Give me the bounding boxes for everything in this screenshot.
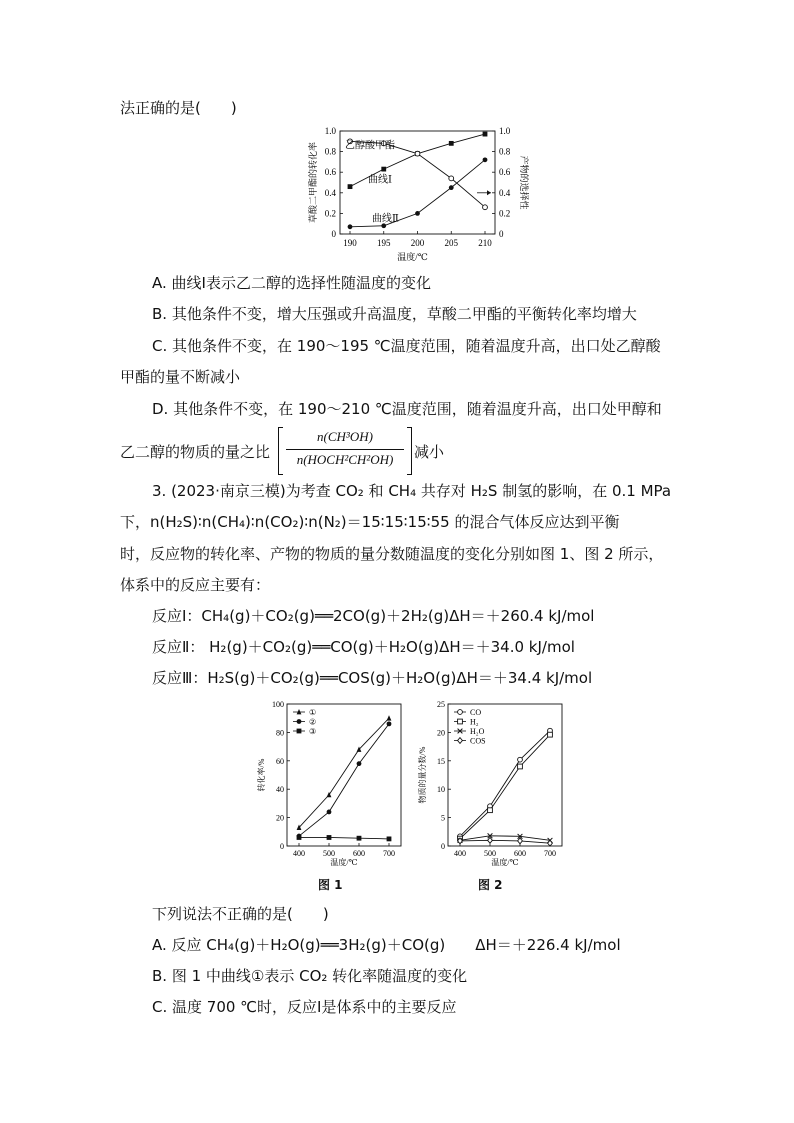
data-point: [297, 835, 302, 840]
legend-marker: [458, 710, 463, 715]
y-tick-label: 15: [437, 756, 445, 766]
series-line: [299, 837, 389, 838]
data-point: [357, 836, 362, 841]
y-tick-label-left: 0.4: [324, 187, 336, 198]
x-tick-label: 210: [478, 238, 492, 248]
x-tick-label: 200: [410, 238, 425, 248]
option-b: B. 其他条件不变，增大压强或升高温度，草酸二甲酯的平衡转化率均增大: [152, 305, 637, 323]
data-point: [483, 132, 488, 137]
reaction-3: 反应Ⅲ：H₂S(g)＋CO₂(g)══COS(g)＋H₂O(g)ΔH＝＋34.4 kJ/mol: [152, 669, 593, 687]
q3-stem-line1: 3. (2023·南京三模)为考查 CO₂ 和 CH₄ 共存对 H₂S 制氢的影响，在 0.1 MPa: [152, 482, 672, 500]
x-tick-label: 500: [323, 849, 335, 858]
figure-2-caption: 图 2: [478, 878, 503, 892]
selectivity-chart: [300, 122, 530, 267]
option-d-line2-post: 减小: [414, 443, 445, 461]
series-line: [460, 840, 550, 843]
fraction-denominator: n(HOCH²CH²OH): [296, 452, 394, 467]
plot-frame: [287, 704, 401, 846]
y-tick-label-left: 0.2: [324, 208, 336, 219]
y-tick-label-left: 0.6: [324, 167, 336, 178]
y-tick-label-right: 1.0: [499, 126, 511, 136]
series-line: [299, 724, 389, 836]
x-tick-label: 205: [444, 238, 458, 248]
q3-option-c: C. 温度 700 ℃时，反应Ⅰ是体系中的主要反应: [152, 998, 457, 1016]
data-point: [548, 732, 553, 737]
y-tick-label: 25: [437, 700, 445, 709]
y-axis-label: 转化率/%: [257, 758, 266, 792]
data-point: [518, 764, 523, 769]
q3-option-b: B. 图 1 中曲线①表示 CO₂ 转化率随温度的变化: [152, 967, 468, 985]
option-d-line1: D. 其他条件不变，在 190～210 ℃温度范围，随着温度升高，出口处甲醇和: [152, 400, 662, 418]
data-point: [387, 837, 392, 842]
fraction-numerator: n(CH³OH): [317, 429, 373, 444]
x-axis-label: 温度/℃: [491, 858, 519, 866]
data-point: [483, 157, 488, 162]
curve-label-2: 曲线Ⅱ: [372, 213, 399, 225]
y-tick-label: 80: [276, 728, 284, 738]
option-d-line2-pre: 乙二醇的物质的量之比: [120, 443, 271, 461]
mole-fraction-chart: [416, 698, 566, 866]
q3-stem-line4: 体系中的反应主要有：: [120, 576, 271, 594]
data-point: [488, 808, 493, 813]
data-point: [415, 151, 420, 156]
x-axis-label: 温度/℃: [397, 252, 428, 262]
q3-stem-line2: 下，n(H₂S)∶n(CH₄)∶n(CO₂)∶n(N₂)＝15∶15∶15∶55 的混合气体反应达到平衡: [120, 513, 620, 531]
legend-label: ②: [309, 717, 317, 727]
data-point: [348, 184, 353, 189]
reaction-1: 反应Ⅰ：CH₄(g)＋CO₂(g)══2CO(g)＋2H₂(g)ΔH＝＋260.4 kJ/mol: [152, 607, 595, 625]
data-point: [348, 224, 353, 229]
y-tick-label-right: 0.8: [499, 146, 511, 157]
arrow-head: [487, 190, 491, 195]
data-point: [387, 721, 392, 726]
y-tick-label-left: 0: [331, 229, 336, 239]
data-point: [381, 167, 386, 172]
conversion-chart: [255, 698, 405, 866]
legend-label: CO: [470, 708, 482, 717]
question-stem-tail: 法正确的是( ): [120, 99, 237, 117]
legend-marker: [458, 738, 463, 744]
legend-label: ③: [309, 727, 317, 736]
x-tick-label: 700: [544, 849, 556, 858]
plot-frame: [448, 704, 562, 846]
y-tick-label: 100: [272, 700, 284, 709]
y-tick-label: 20: [276, 813, 284, 823]
y-tick-label: 40: [276, 785, 284, 795]
series-line: [460, 836, 550, 841]
curve-label-1: 曲线Ⅰ: [368, 174, 392, 186]
y-tick-label-right: 0.6: [499, 167, 511, 178]
y-axis-label-right: 产物的选择性: [519, 155, 529, 210]
q3-stem-line3: 时，反应物的转化率、产物的物质的量分数随温度的变化分别如图 1、图 2 所示，: [120, 545, 664, 563]
x-tick-label: 195: [377, 238, 391, 248]
y-tick-label: 5: [441, 813, 445, 823]
data-point: [357, 761, 362, 766]
y-tick-label: 10: [437, 785, 445, 795]
data-point: [483, 205, 488, 210]
x-tick-label: 400: [454, 849, 466, 858]
legend-label: COS: [470, 736, 486, 746]
legend-marker: [297, 719, 302, 724]
y-axis-label: 物质的量分数/%: [418, 746, 427, 804]
series-line: [350, 160, 485, 227]
q3-option-a: A. 反应 CH₄(g)＋H₂O(g)══3H₂(g)＋CO(g) ΔH＝＋226.4 kJ/mol: [152, 936, 621, 954]
x-tick-label: 500: [484, 849, 496, 858]
series-line: [460, 731, 550, 837]
y-tick-label-right: 0: [499, 229, 504, 239]
y-tick-label: 0: [441, 842, 445, 851]
x-tick-label: 190: [343, 238, 357, 248]
legend-marker: [297, 729, 302, 734]
y-tick-label: 0: [280, 842, 284, 851]
data-point: [548, 840, 553, 846]
y-axis-label-left: 草酸二甲酯的转化率: [308, 141, 318, 224]
option-a: A. 曲线Ⅰ表示乙二醇的选择性随温度的变化: [152, 274, 431, 292]
data-point: [327, 835, 332, 840]
q3-question: 下列说法不正确的是( ): [152, 905, 329, 923]
legend-label: H₂: [470, 717, 479, 727]
data-point: [387, 715, 392, 720]
y-tick-label: 60: [276, 756, 284, 766]
data-point: [449, 176, 454, 181]
curve-label-ester: 乙醇酸甲酯: [345, 140, 395, 152]
legend-label: ①: [309, 708, 317, 717]
y-tick-label: 20: [437, 728, 445, 738]
x-tick-label: 600: [514, 849, 526, 858]
legend-marker: [458, 719, 463, 724]
data-point: [327, 810, 332, 815]
x-tick-label: 400: [293, 849, 305, 858]
fraction-bar: [286, 449, 404, 450]
data-point: [518, 838, 523, 844]
legend-label: H₂O: [470, 727, 485, 736]
y-tick-label-right: 0.4: [499, 187, 511, 198]
x-axis-label: 温度/℃: [330, 858, 358, 866]
option-c-line1: C. 其他条件不变，在 190～195 ℃温度范围，随着温度升高，出口处乙醇酸: [152, 337, 661, 355]
y-tick-label-left: 1.0: [324, 126, 336, 136]
data-point: [449, 141, 454, 146]
x-tick-label: 700: [383, 849, 395, 858]
data-point: [449, 185, 454, 190]
x-tick-label: 600: [353, 849, 365, 858]
y-tick-label-right: 0.2: [499, 208, 511, 219]
data-point: [415, 211, 420, 216]
option-c-line2: 甲酯的量不断减小: [120, 368, 241, 386]
data-point: [488, 837, 493, 843]
data-point: [518, 757, 523, 762]
ratio-fraction: [278, 427, 412, 473]
y-tick-label-left: 0.8: [324, 146, 336, 157]
reaction-2: 反应Ⅱ： H₂(g)＋CO₂(g)══CO(g)＋H₂O(g)ΔH＝＋34.0 kJ/mol: [152, 638, 575, 656]
figure-1-caption: 图 1: [318, 878, 343, 892]
